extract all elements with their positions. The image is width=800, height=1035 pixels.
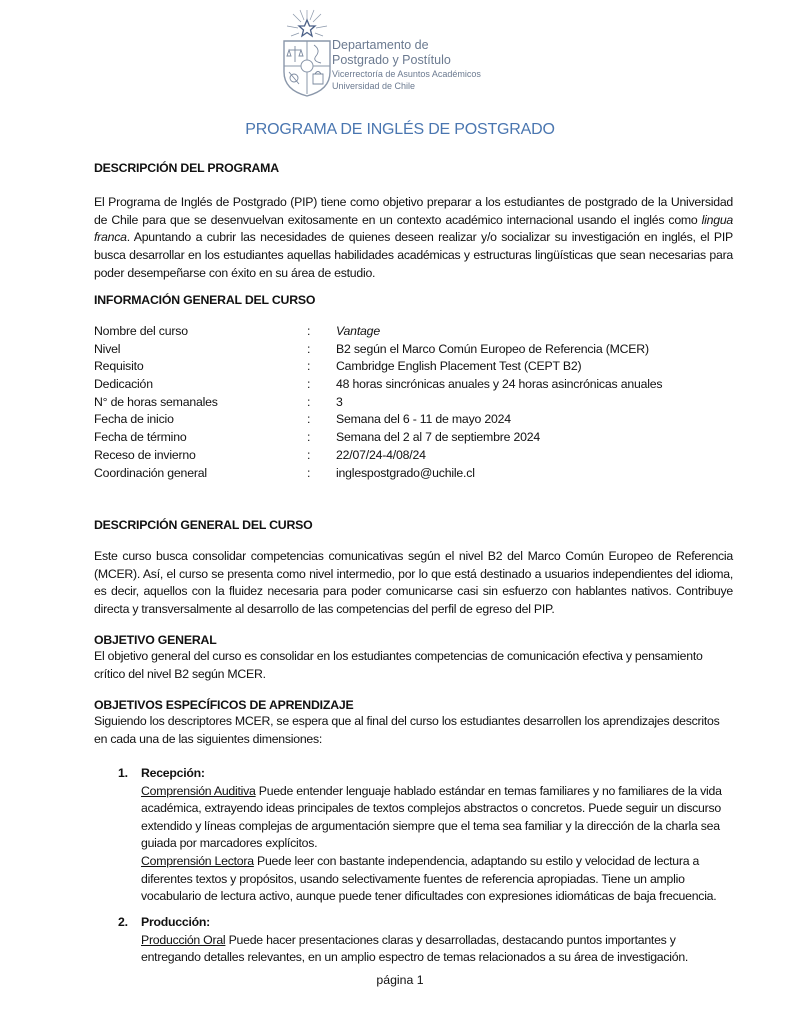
info-separator: :	[307, 430, 311, 445]
info-label: Coordinación general	[94, 465, 207, 480]
info-label: N° de horas semanales	[94, 394, 218, 409]
info-row-receso	[94, 448, 734, 466]
info-value: Vantage	[336, 324, 380, 338]
item-number: 2.	[118, 915, 128, 929]
info-label: Nivel	[94, 341, 121, 356]
oral-production-description: Puede hacer presentaciones claras y desarrolladas, destacando puntos importantes y entregando detalles relevantes, en un amplio espectro de temas relacionados a su área de investigación.	[141, 932, 689, 965]
reading-description: Puede leer con bastante independencia, adaptando su estilo y velocidad de lectura a diferentes textos y propósitos, usando selectivamente fuentes de referencia apropiadas. Tiene un amplio vocabulario de lectura activo, aunque puede tener dificultades con expresiones idiomáticas de baja frecuencia.	[141, 853, 717, 904]
course-info-table	[94, 324, 734, 483]
logo-line-1: Departamento de	[332, 38, 429, 52]
info-separator: :	[307, 359, 311, 374]
course-description-text: Este curso busca consolidar competencias comunicativas según el nivel B2 del Marco Común Europeo de Referencia (MCER). Así, el curso se presenta como nivel intermedio, por lo que está destinado a usuarios independientes del idioma, es decir, aquellos con la fluidez necesaria para poder comunicarse casi sin esfuerzo con hablantes nativos. Contribuye directa y transversalmente al desarrollo de las competencias del perfil de egreso del PIP.	[94, 549, 733, 617]
listening-description: Puede entender lenguaje hablado estándar en temas familiares y no familiares de la vida académica, extrayendo ideas principales de textos complejos abstractos o concretos. Puede seguir un discurso extendido y líneas complejas de argumentación siempre que el tema sea familiar y la dirección de la charla sea guiada por marcadores explícitos.	[141, 783, 722, 851]
page-number: página 1	[376, 973, 424, 987]
info-row-nivel	[94, 342, 734, 360]
university-shield-icon	[281, 8, 333, 98]
info-value: 22/07/24-4/08/24	[336, 447, 426, 462]
section-heading-course-description: DESCRIPCIÓN GENERAL DEL CURSO	[94, 518, 313, 532]
section-heading-program-description: DESCRIPCIÓN DEL PROGRAMA	[94, 161, 279, 175]
info-separator: :	[307, 447, 311, 462]
info-label: Nombre del curso	[94, 324, 188, 338]
info-separator: :	[307, 412, 311, 427]
info-separator: :	[307, 341, 311, 356]
info-row-nombre	[94, 324, 734, 342]
department-name	[332, 38, 481, 92]
info-separator: :	[307, 324, 311, 338]
info-separator: :	[307, 394, 311, 409]
info-row-termino	[94, 430, 734, 448]
item-body	[141, 783, 736, 906]
logo-line-4: Universidad de Chile	[332, 81, 416, 91]
info-row-coordinacion	[94, 466, 734, 484]
section-heading-course-info: INFORMACIÓN GENERAL DEL CURSO	[94, 293, 316, 307]
program-description-part-a: El Programa de Inglés de Postgrado (PIP) tiene como objetivo preparar a los estudiantes de postgrado de la Universidad de Chile para que se desenvuelvan exitosamente en un contexto académico internacional usando el inglés como	[94, 195, 733, 227]
term-oral-production: Producción Oral	[141, 932, 226, 947]
section-heading-specific-objectives: OBJETIVOS ESPECÍFICOS DE APRENDIZAJE	[94, 698, 354, 712]
info-value: 3	[336, 394, 343, 409]
info-label: Fecha de término	[94, 430, 187, 445]
info-separator: :	[307, 465, 311, 480]
info-label: Fecha de inicio	[94, 412, 174, 427]
term-reading: Comprensión Lectora	[141, 853, 254, 868]
info-label: Requisito	[94, 359, 144, 374]
coordination-email: inglespostgrado@uchile.cl	[336, 465, 475, 480]
specific-objectives-intro: Siguiendo los descriptores MCER, se espera que al final del curso los estudiantes desarrollen los aprendizajes descritos en cada una de las siguientes dimensiones:	[94, 714, 720, 746]
info-value: Semana del 6 - 11 de mayo 2024	[336, 412, 511, 427]
general-objective-text: El objetivo general del curso es consolidar en los estudiantes competencias de comunicación efectiva y pensamiento crítico del nivel B2 según MCER.	[94, 649, 703, 681]
lingua-franca-italic: lingua franca	[94, 212, 733, 245]
item-title: Recepción:	[141, 766, 205, 780]
university-logo	[281, 8, 501, 98]
info-row-horas	[94, 395, 734, 413]
info-row-inicio	[94, 412, 734, 430]
term-listening: Comprensión Auditiva	[141, 783, 256, 798]
logo-line-3: Vicerrectoría de Asuntos Académicos	[332, 69, 481, 79]
program-description-text	[94, 194, 733, 283]
logo-line-2: Postgrado y Postítulo	[332, 53, 451, 67]
item-number: 1.	[118, 766, 128, 780]
document-title: PROGRAMA DE INGLÉS DE POSTGRADO	[245, 121, 555, 138]
info-separator: :	[307, 377, 311, 392]
info-row-requisito	[94, 359, 734, 377]
info-value: B2 según el Marco Común Europeo de Referencia (MCER)	[336, 341, 649, 356]
info-value: Semana del 2 al 7 de septiembre 2024	[336, 430, 541, 445]
item-body	[141, 932, 736, 967]
info-value: 48 horas sincrónicas anuales y 24 horas asincrónicas anuales	[336, 377, 663, 392]
info-row-dedicacion	[94, 377, 734, 395]
item-title: Producción:	[141, 915, 210, 929]
info-label: Dedicación	[94, 377, 153, 392]
info-label: Receso de invierno	[94, 447, 196, 462]
section-heading-general-objective: OBJETIVO GENERAL	[94, 633, 217, 647]
info-value: Cambridge English Placement Test (CEPT B2)	[336, 359, 582, 374]
program-description-part-b: . Apuntando a cubrir las necesidades de quienes deseen realizar y/o socializar su investigación en inglés, el PIP busca desarrollar en los estudiantes aquellas habilidades académicas y estructuras lingüísticas que sean necesarias para poder desempeñarse con éxito en su área de estudio.	[94, 230, 733, 280]
